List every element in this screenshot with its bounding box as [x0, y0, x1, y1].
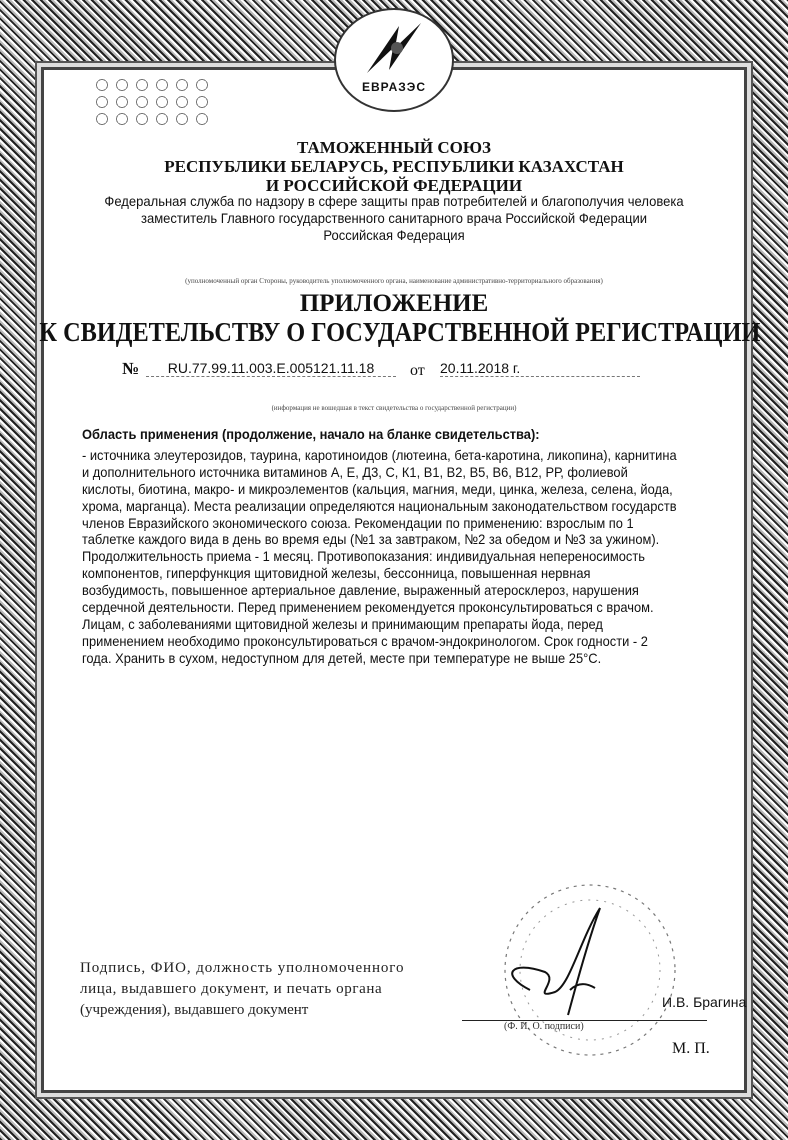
signature-caption-line: (учреждения), выдавшего документ [80, 1002, 309, 1018]
fio-caption: (Ф. И. О. подписи) [504, 1021, 584, 1032]
org-line-1: Федеральная служба по надзору в сфере защиты прав потребителей и благополучия человека [104, 193, 684, 209]
signature-line [462, 1020, 707, 1021]
number-label: № [122, 359, 140, 378]
signature-caption [80, 958, 404, 1021]
text-line: компонентов, гиперфункция щитовидной железы, бессонница, повышенная нервная [82, 565, 591, 582]
stamp-place-label: М. П. [672, 1040, 710, 1057]
org-line-2: заместитель Главного государственного санитарного врача Российской Федерации [140, 210, 648, 226]
text-line: таблетке каждого вида в день во время еды (№1 за завтраком, №2 за обедом и №3 за ужином). [82, 531, 660, 548]
text-line: членов Евразийского экономического союза. Рекомендации по применению: взрослым по 1 [82, 514, 634, 531]
text-line: кислоты, биотина, макро- и микроэлементов (кальция, магния, меди, цинка, железа, селена, йода, [82, 480, 673, 497]
guilloche-pattern [92, 75, 212, 125]
signatory-name: И.В. Брагина [662, 994, 747, 1010]
signature-caption-line: лица, выдавшего документ, и печать органа [80, 981, 383, 997]
header-line-1: ТАМОЖЕННЫЙ СОЮЗ [297, 138, 491, 157]
header-line-2: РЕСПУБЛИКИ БЕЛАРУСЬ, РЕСПУБЛИКИ КАЗАХСТАН [164, 157, 624, 176]
org-line-3: Российская Федерация [323, 227, 465, 243]
authority-caption: (уполномоченный орган Стороны, руководитель уполномоченного органа, наименование административно-территориального образования) [185, 277, 603, 285]
application-area-text [82, 426, 708, 667]
signature-caption-line: Подпись, ФИО, должность уполномоченного [80, 960, 405, 976]
text-line: года. Хранить в сухом, недоступном для детей, месте при температуре не выше 25°С. [82, 649, 602, 666]
registration-date: 20.11.2018 г. [440, 360, 640, 377]
registration-number: RU.77.99.11.003.E.005121.11.18 [146, 360, 396, 377]
info-caption: (информация не вошедшая в текст свидетельства о государственной регистрации) [271, 404, 517, 412]
application-area-heading: Область применения (продолжение, начало на бланке свидетельства): [82, 426, 540, 442]
emblem-text: ЕВРАЗЭС [361, 80, 426, 94]
text-line: хрома, марганца). Места реализации определяются национальным законодательством государств [82, 497, 677, 514]
header-line-3: И РОССИЙСКОЙ ФЕДЕРАЦИИ [265, 176, 523, 195]
text-line: Продолжительность приема - 1 месяц. Противопоказания: индивидуальная непереносимость [82, 548, 645, 565]
emblem-icon [359, 18, 429, 78]
text-line: сердечной деятельности. Перед применением рекомендуется проконсультироваться с врачом. [82, 599, 654, 616]
title-line-1: ПРИЛОЖЕНИЕ [299, 290, 489, 317]
date-label: от [410, 362, 425, 379]
text-line: - источника элеутерозидов, таурина, каротиноидов (лютеина, бета-каротина, ликопина), карнитина [82, 446, 677, 463]
text-line: возбудимость, повышенное артериальное давление, выраженный атеросклероз, нарушения [82, 582, 639, 599]
title-line-2: К СВИДЕТЕЛЬСТВУ О ГОСУДАРСТВЕННОЙ РЕГИСТРАЦИИ [39, 317, 761, 347]
eurasec-emblem-logo [334, 8, 454, 112]
text-line: применением необходимо проконсультироваться с врачом-эндокринологом. Срок годности - 2 [82, 632, 648, 649]
text-line: Лицам, с заболеваниями щитовидной железы и принимающим препараты йода, перед [82, 615, 603, 632]
text-line: и дополнительного источника витаминов А, Е, Д3, С, К1, В1, В2, В5, В6, В12, РР, фолиевой [82, 463, 628, 480]
